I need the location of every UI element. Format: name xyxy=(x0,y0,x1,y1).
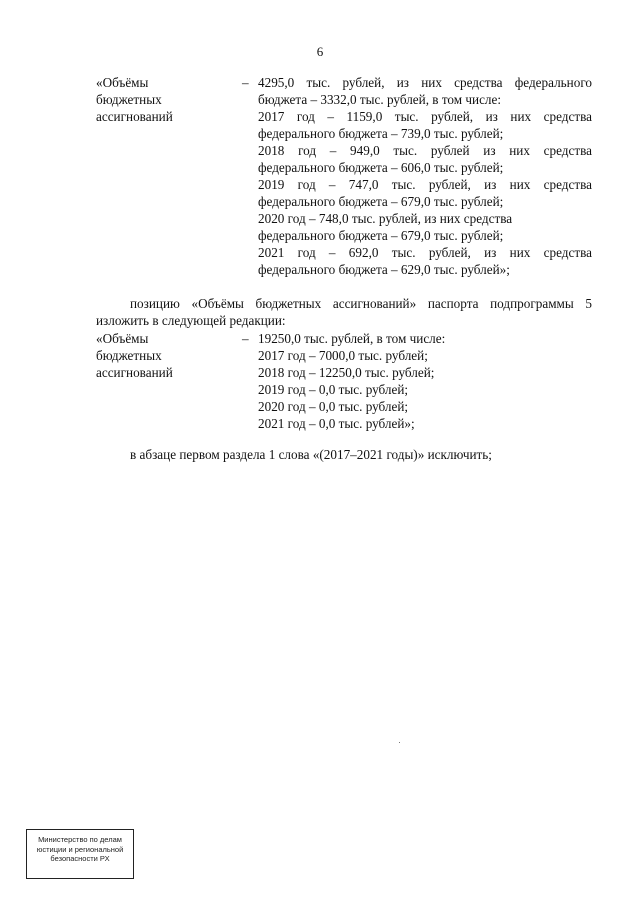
content-line: федерального бюджета – 629,0 тыс. рублей»; xyxy=(258,262,510,277)
content-line: федерального бюджета – 606,0 тыс. рублей; xyxy=(258,160,504,175)
content-line: 2019 год – 0,0 тыс. рублей; xyxy=(258,382,409,397)
stamp-line: безопасности РХ xyxy=(50,854,110,863)
content-line: 4295,0 тыс. рублей, из них средства федерального xyxy=(258,75,592,90)
content-line: 2019 год – 747,0 тыс. рублей, из них средства xyxy=(258,177,592,192)
label-line: «Объёмы xyxy=(96,75,149,90)
page-number: 6 xyxy=(316,44,324,59)
content-line: 2017 год – 7000,0 тыс. рублей; xyxy=(258,348,428,363)
content-line: федерального бюджета – 679,0 тыс. рублей; xyxy=(258,194,504,209)
content-line: 2020 год – 0,0 тыс. рублей; xyxy=(258,399,409,414)
block-2-content xyxy=(258,330,592,432)
content-line: 2018 год – 12250,0 тыс. рублей; xyxy=(258,365,435,380)
content-line: 2021 год – 692,0 тыс. рублей, из них средства xyxy=(258,245,592,260)
stamp-line: Министерство по делам xyxy=(38,835,122,844)
content-line: бюджета – 3332,0 тыс. рублей, в том числе: xyxy=(258,92,502,107)
block-2-dash: – xyxy=(242,331,249,346)
label-line: ассигнований xyxy=(96,365,173,380)
budget-block-1 xyxy=(96,74,592,278)
content-line: федерального бюджета – 739,0 тыс. рублей; xyxy=(258,126,504,141)
block-1-dash: – xyxy=(242,75,249,90)
paragraph-line: позицию «Объёмы бюджетных ассигнований» паспорта подпрограммы 5 xyxy=(130,296,592,311)
content-line: 19250,0 тыс. рублей, в том числе: xyxy=(258,331,446,346)
label-line: бюджетных xyxy=(96,348,162,363)
content-line: федерального бюджета – 679,0 тыс. рублей; xyxy=(258,228,504,243)
stamp-line: юстиции и региональной xyxy=(36,844,124,854)
label-line: бюджетных xyxy=(96,92,162,107)
content-line: 2018 год – 949,0 тыс. рублей из них средства xyxy=(258,143,592,158)
paragraph-1 xyxy=(96,295,592,329)
content-line: 2020 год – 748,0 тыс. рублей, из них средства xyxy=(258,211,513,226)
ministry-stamp xyxy=(26,829,134,879)
block-2-label xyxy=(96,330,216,381)
label-line: «Объёмы xyxy=(96,331,149,346)
block-1-label xyxy=(96,74,216,125)
paragraph-line: изложить в следующей редакции: xyxy=(96,313,286,328)
paragraph-2 xyxy=(96,446,592,463)
content-line: 2021 год – 0,0 тыс. рублей»; xyxy=(258,416,415,431)
label-line: ассигнований xyxy=(96,109,173,124)
budget-block-2 xyxy=(96,330,592,432)
paragraph-line: в абзаце первом раздела 1 слова «(2017–2021 годы)» исключить; xyxy=(130,447,492,462)
scan-speck xyxy=(399,742,400,743)
block-1-content xyxy=(258,74,592,278)
content-line: 2017 год – 1159,0 тыс. рублей, из них средства xyxy=(258,109,592,124)
